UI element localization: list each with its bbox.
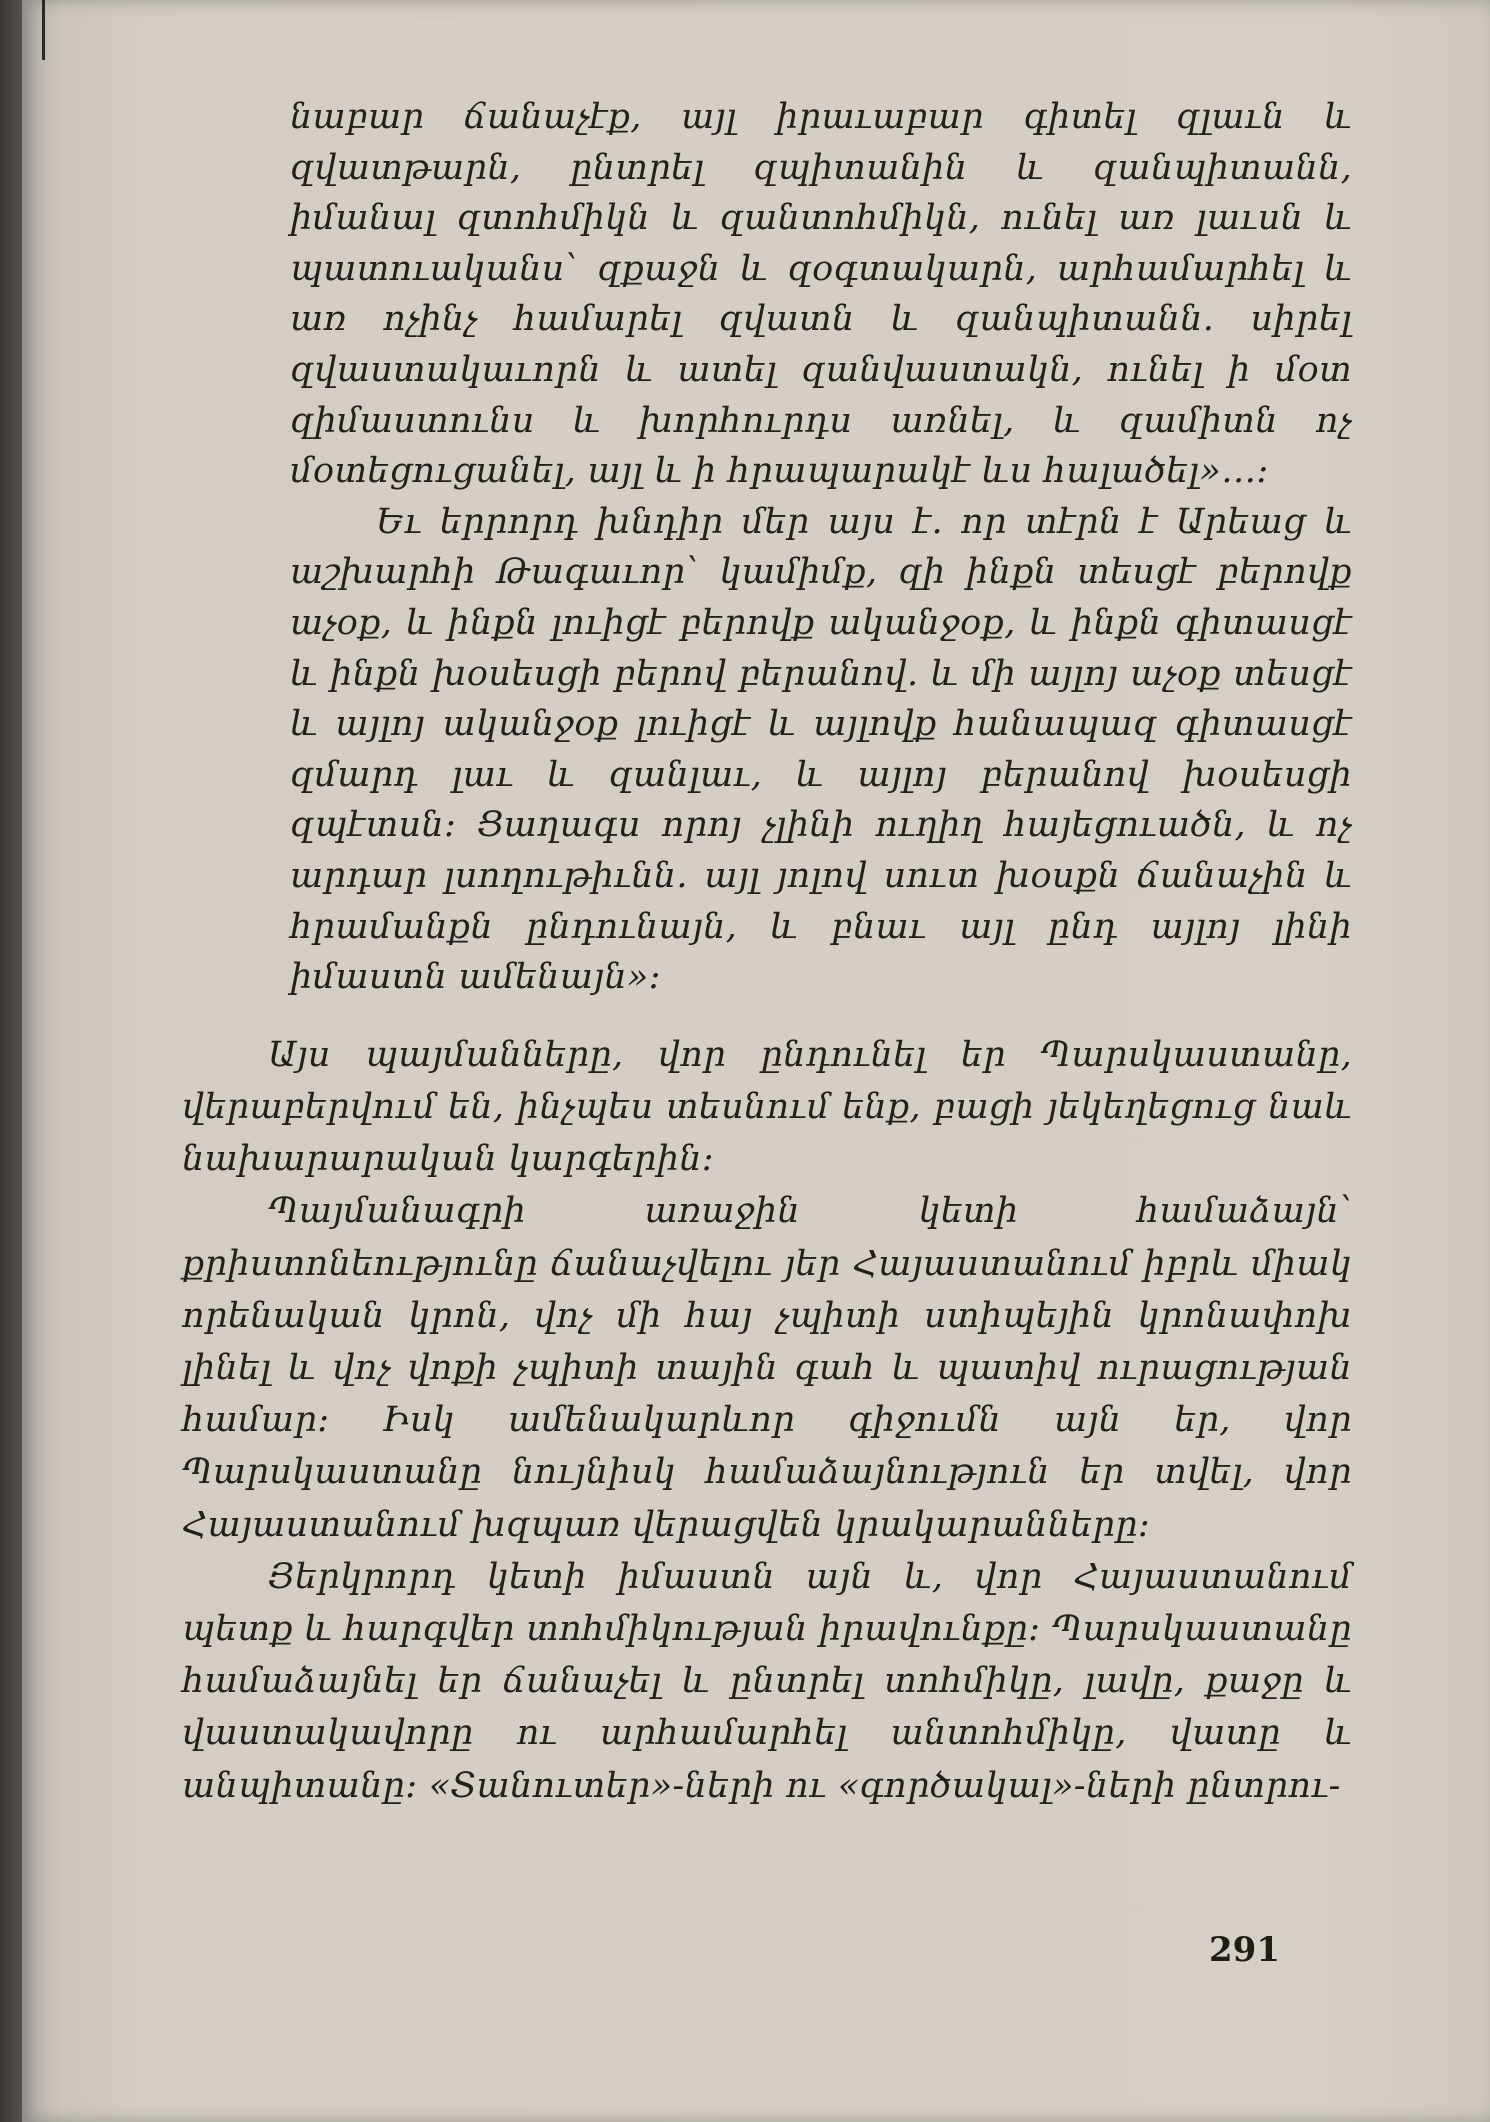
page-text [182,92,1352,1812]
margin-mark [42,0,45,60]
body-text [182,1029,1352,1812]
book-page [22,0,1490,2122]
page-number: 291 [1209,1930,1280,1970]
quote-paragraph-2: Եւ երրորդ խնդիր մեր այս է. որ տէրն է Արեաց և աշխարհի Թագաւոր՝ կամիմք, զի ինքն տեսցէ բերովք աչօք, և ինքն լուիցէ բերովք ականջօք, և ինքն գիտասցէ և ինքն խօսեսցի բերով բերանով. և մի այլոյ աչօք տեսցէ և այլոյ ականջօք լուիցէ և այլովք հանապազ գիտասցէ զմարդ լաւ և զանլաւ, և այլոյ բերանով խօսեսցի զպէտսն։ Ցաղագս որոյ չլինի ուղիղ հայեցուածն, և ոչ արդար լսողութիւնն. այլ յոլով սուտ խօսքն ճանաչին և հրամանքն ընդունայն, և բնաւ այլ ընդ այլոյ լինի իմաստն ամենայն»։ [290,501,1352,998]
body-paragraph-2: Պայմանագրի առաջին կետի համաձայն՝ քրիստոնեությունը ճանաչվելու յեր Հայաստանում իբրև միակ որենական կրոն, վոչ մի հայ չպիտի ստիպեյին կրոնափոխ լինել և վոչ վոքի չպիտի տային գահ և պատիվ ուրացության համար։ Իսկ ամենակարևոր գիջումն այն եր, վոր Պարսկաստանը նույնիսկ համաձայնություն եր տվել, վոր Հայաստանում խզպառ վերացվեն կրակարանները։ [182,1191,1352,1545]
quote-paragraph-1: նաբար ճանաչէք, այլ իրաւաբար գիտել զլաւն և զվատթարն, ընտրել զպիտանին և զանպիտանն, իմանալ զտոհմիկն և զանտոհմիկն, ունել առ լաւսն և պատուականս՝ զքաջն և զօգտակարն, արհամարհել և առ ոչինչ համարել զվատն և զանպիտանն. սիրել զվաստակաւորն և ատել զանվաստակն, ունել ի մօտ զիմաստունս և խորհուրդս առնել, և զամիտն ոչ մօտեցուցանել, այլ և ի հրապարակէ ևս հալածել»…։ [290,97,1352,492]
body-paragraph-3: Յերկրորդ կետի իմաստն այն և, վոր Հայաստանում պետք և հարգվեր տոհմիկության իրավունքը։ Պարսկաստանը համաձայնել եր ճանաչել և ընտրել տոհմիկը, լավը, քաջը և վաստակավորը ու արհամարհել անտոհմիկը, վատը և անպիտանը։ «Տանուտեր»-ների ու «գործակալ»-ների ընտրու- [182,1556,1352,1806]
quoted-passage [290,92,1352,1003]
body-paragraph-1: Այս պայմանները, վոր ընդունել եր Պարսկաստանը, վերաբերվում են, ինչպես տեսնում ենք, բացի յեկեղեցուց նաև նախարարական կարգերին։ [182,1034,1352,1180]
